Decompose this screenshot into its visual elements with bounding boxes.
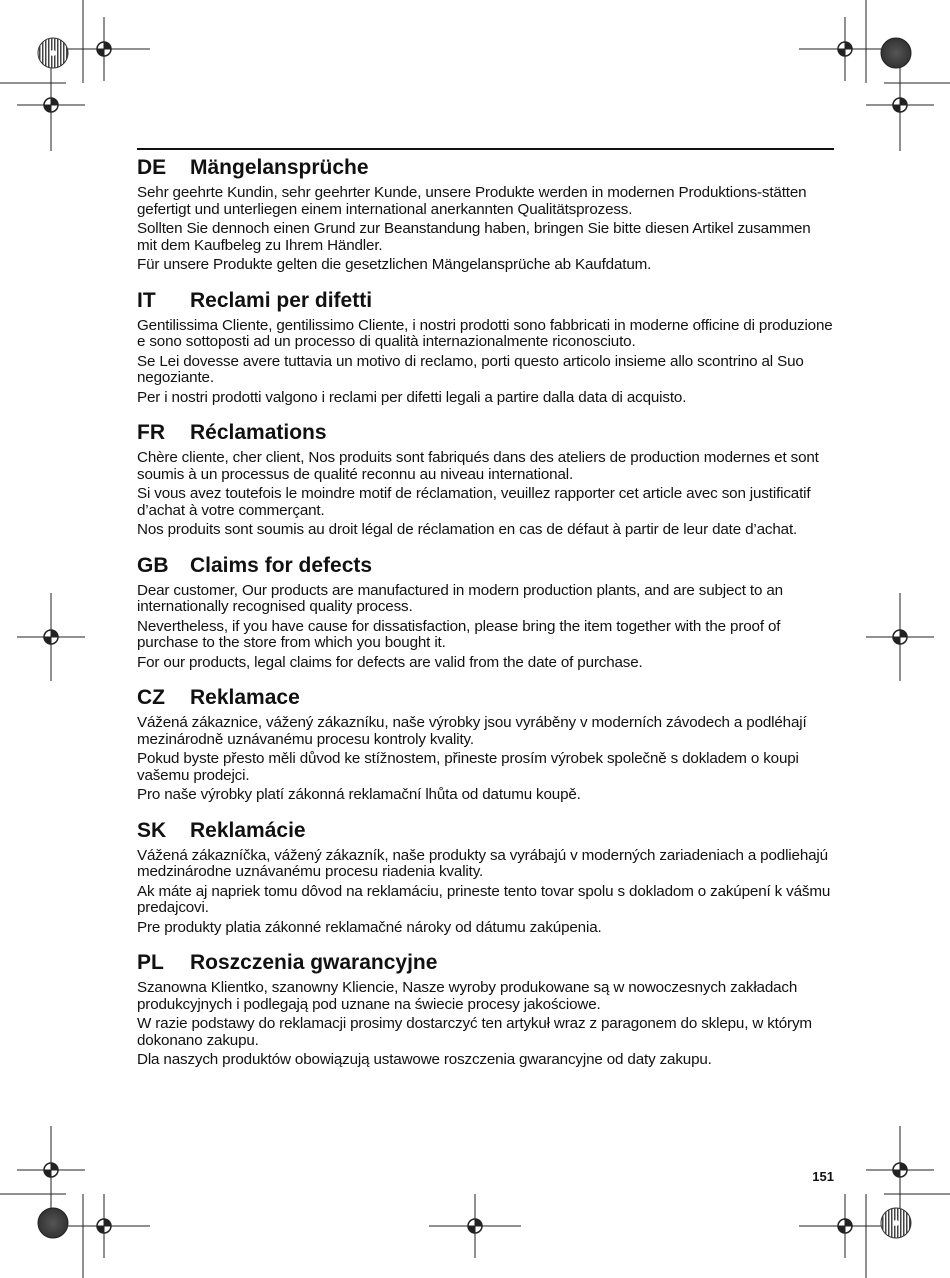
section-title: Roszczenia gwarancyjne: [190, 951, 438, 974]
paragraph: Per i nostri prodotti valgono i reclami per difetti legali a partire dalla data di acquisto.: [137, 388, 687, 406]
paragraph: Pro naše výrobky platí zákonná reklamační lhůta od datumu koupě.: [137, 786, 581, 803]
solid-target-icon: [881, 38, 911, 68]
paragraph: Nos produits sont soumis au droit légal de réclamation en cas de défaut à partir de leur date d’achat.: [137, 521, 798, 538]
section-heading: [137, 155, 834, 181]
paragraph: Für unsere Produkte gelten die gesetzlichen Mängelansprüche ab Kaufdatum.: [137, 256, 652, 273]
registration-mark-icon: [17, 59, 85, 151]
paragraph: Pre produkty platia zákonné reklamačné nároky od dátumu zakúpenia.: [137, 918, 602, 936]
paragraph: Pokud byste přesto měli důvod ke stížnostem, přineste prosím výrobek společně s dokladem o koupi vašemu prodejci.: [137, 750, 799, 784]
section-de: [137, 155, 834, 274]
language-code: DE: [137, 156, 167, 179]
section-it: [137, 288, 834, 407]
paragraph: Gentilissima Cliente, gentilissimo Cliente, i nostri prodotti sono fabbricati in moderne officine di produzione e sono sottoposti ad un processo di qualità internazionalmente riconosciuto.: [137, 316, 833, 350]
registration-mark-icon: [866, 593, 934, 681]
language-code: GB: [137, 553, 169, 577]
section-title: Reclami per difetti: [190, 288, 373, 312]
top-rule: [137, 148, 834, 150]
section-fr: [137, 420, 834, 539]
page-number: 151: [812, 1169, 834, 1184]
paragraph: Ak máte aj napriek tomu dôvod na reklamáciu, prineste tento tovar spolu s dokladom o zakúpení k vášmu predajcovi.: [137, 882, 831, 916]
section-pl: [137, 950, 834, 1069]
language-code: IT: [137, 288, 156, 312]
section-sk: [137, 818, 834, 937]
registration-mark-icon: [866, 1126, 934, 1214]
paragraph: Se Lei dovesse avere tuttavia un motivo di reclamo, porti questo articolo insieme allo scontrino al Suo negoziante.: [137, 352, 804, 386]
paragraph: Chère cliente, cher client, Nos produits sont fabriqués dans des ateliers de production modernes et sont soumis à un processus de qualité reconnu au niveau international.: [137, 449, 819, 483]
registration-mark-icon: [17, 593, 85, 681]
paragraph: Szanowna Klientko, szanowny Kliencie, Nasze wyroby produkowane są w nowoczesnych zakładach produkcyjnych i podlegają pod uznane na świecie procesy jakościowe.: [137, 979, 798, 1013]
paragraph: Nevertheless, if you have cause for dissatisfaction, please bring the item together with the proof of purchase to the store from which you bought it.: [137, 617, 781, 651]
paragraph: Sollten Sie dennoch einen Grund zur Beanstandung haben, bringen Sie bitte diesen Artikel zusammen mit dem Kaufbeleg zu Ihrem Händler.: [137, 220, 811, 254]
paragraph: Sehr geehrte Kundin, sehr geehrter Kunde, unsere Produkte werden in modernen Produktions-stätten gefertigt und unterliegen einem international anerkannten Qualitätsprozess.: [137, 184, 807, 218]
star-target-icon: [881, 1208, 911, 1238]
registration-mark-icon: [799, 1194, 891, 1258]
section-heading: [137, 420, 834, 446]
paragraph: Vážená zákaznice, vážený zákazníku, naše výrobky jsou vyráběny v moderních závodech a podléhají mezinárodně uznávanému procesu kontroly kvality.: [137, 714, 807, 748]
star-target-icon: [38, 38, 68, 68]
language-code: SK: [137, 818, 167, 842]
paragraph: Vážená zákazníčka, vážený zákazník, naše produkty sa vyrábajú v moderných zariadeniach a podliehajú medzinárodne uznávanému procesu riadenia kvality.: [137, 846, 828, 880]
paragraph: Dear customer, Our products are manufactured in modern production plants, and are subject to an internationally recognised quality process.: [137, 581, 783, 615]
registration-mark-icon: [17, 1126, 85, 1214]
claims-content: [137, 155, 834, 1083]
section-gb: [137, 553, 834, 672]
paragraph: W razie podstawy do reklamacji prosimy dostarczyć ten artykuł wraz z paragonem do sklepu, w którym dokonano zakupu.: [137, 1015, 812, 1049]
section-title: Mängelansprüche: [190, 156, 369, 179]
section-title: Claims for defects: [190, 553, 373, 577]
section-heading: [137, 685, 834, 711]
registration-mark-icon: [866, 59, 934, 151]
section-heading: [137, 553, 834, 579]
paragraph: For our products, legal claims for defects are valid from the date of purchase.: [137, 653, 643, 671]
section-title: Reklamace: [190, 686, 300, 709]
registration-mark-icon: [58, 17, 150, 81]
section-title: Réclamations: [190, 421, 327, 444]
section-heading: [137, 288, 834, 314]
registration-mark-icon: [58, 1194, 150, 1258]
language-code: FR: [137, 421, 165, 444]
paragraph: Si vous avez toutefois le moindre motif de réclamation, veuillez rapporter cet article avec son justificatif d’achat à votre commerçant.: [137, 485, 811, 519]
language-code: CZ: [137, 686, 165, 709]
section-cz: [137, 685, 834, 804]
section-heading: [137, 818, 834, 844]
solid-target-icon: [38, 1208, 68, 1238]
language-code: PL: [137, 951, 164, 974]
registration-mark-icon: [429, 1194, 521, 1258]
section-heading: [137, 950, 834, 976]
paragraph: Dla naszych produktów obowiązują ustawowe roszczenia gwarancyjne od daty zakupu.: [137, 1051, 712, 1068]
section-title: Reklamácie: [190, 818, 306, 842]
registration-mark-icon: [799, 17, 891, 81]
